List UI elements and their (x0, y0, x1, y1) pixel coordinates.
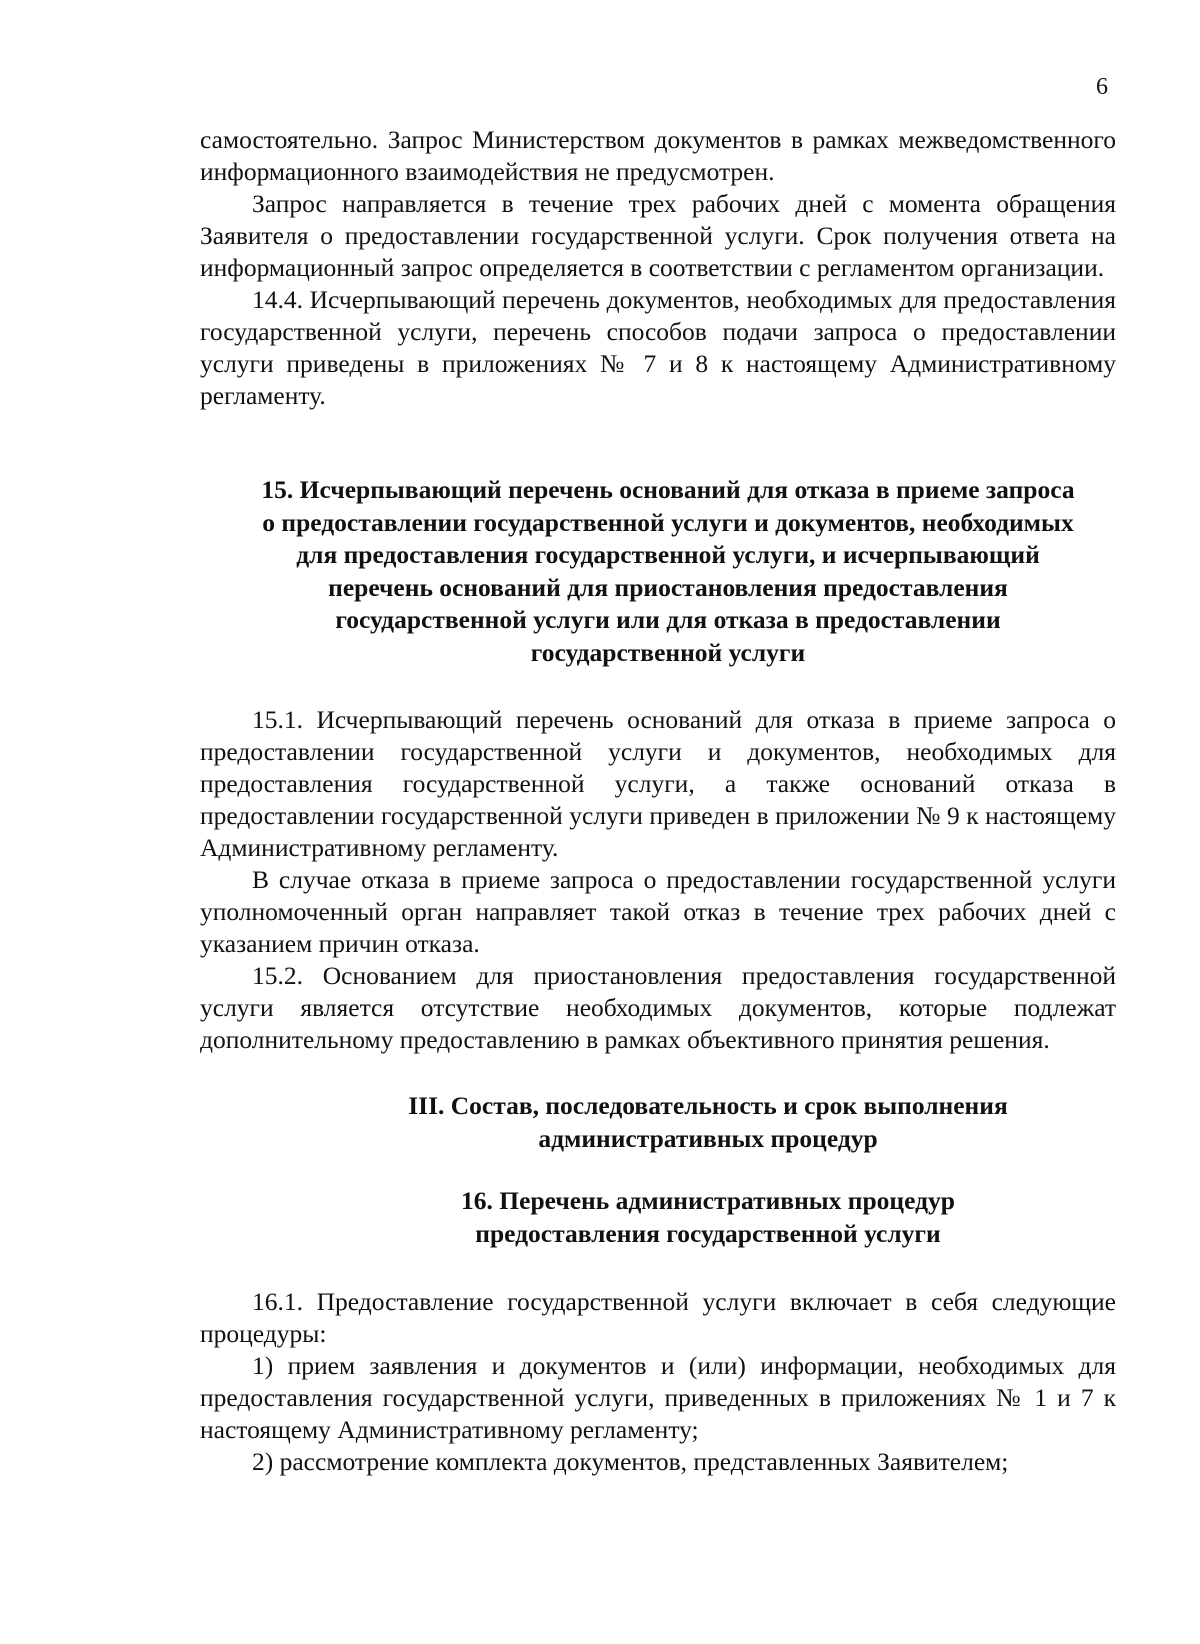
section-15-body (200, 704, 1116, 1056)
part-3-heading-line-1: III. Состав, последовательность и срок выполнения (408, 1091, 1008, 1120)
page-number: 6 (1096, 74, 1108, 100)
list-item-procedure-1: 1) прием заявления и документов и (или) информации, необходимых для предоставления государственной услуги, приведенных в приложениях № 1 и 7 к настоящему Административному регламенту; (200, 1351, 1116, 1444)
part-3-heading (200, 1090, 1116, 1155)
paragraph-continuation: самостоятельно. Запрос Министерством документов в рамках межведомственного информационного взаимодействия не предусмотрен. (200, 125, 1116, 186)
paragraph-16-1: 16.1. Предоставление государственной услуги включает в себя следующие процедуры: (200, 1287, 1116, 1348)
paragraph-14-4: 14.4. Исчерпывающий перечень документов, необходимых для предоставления государственной услуги, перечень способов подачи запроса о предоставлении услуги приведены в приложениях № 7 и 8 к настоящему Административному регламенту. (200, 285, 1116, 410)
section-16-heading-line-2: предоставления государственной услуги (475, 1218, 941, 1248)
section-15-heading: 15. Исчерпывающий перечень оснований для отказа в приеме запроса о предоставлении государственной услуги и документов, необходимых для предоставления государственной услуги, и исчерпывающий перечень оснований для приостановления предоставления государственной услуги или для отказа в предоставлении государственной услуги (261, 475, 1075, 667)
list-item-procedure-2: 2) рассмотрение комплекта документов, представленных Заявителем; (252, 1447, 1009, 1476)
paragraph-15-2: 15.2. Основанием для приостановления предоставления государственной услуги является отсутствие необходимых документов, которые подлежат дополнительному предоставлению в рамках объективного принятия решения. (200, 961, 1116, 1054)
section-16-heading-line-1: 16. Перечень административных процедур (461, 1186, 955, 1215)
section-16-body (200, 1286, 1116, 1478)
page-content (200, 124, 1116, 1478)
paragraph-request-deadline: Запрос направляется в течение трех рабочих дней с момента обращения Заявителя о предоставлении государственной услуги. Срок получения ответа на информационный запрос определяется в соответствии с регламентом организации. (200, 189, 1116, 282)
section-16-heading (200, 1185, 1116, 1250)
paragraph-15-1: 15.1. Исчерпывающий перечень оснований для отказа в приеме запроса о предоставлении государственной услуги и документов, необходимых для предоставления государственной услуги, а также оснований отказа в предоставлении государственной услуги приведен в приложении № 9 к настоящему Административному регламенту. (200, 705, 1116, 862)
part-3-heading-line-2: административных процедур (538, 1123, 878, 1153)
paragraph-refusal-notice: В случае отказа в приеме запроса о предоставлении государственной услуги уполномоченный орган направляет такой отказ в течение трех рабочих дней с указанием причин отказа. (200, 865, 1116, 958)
